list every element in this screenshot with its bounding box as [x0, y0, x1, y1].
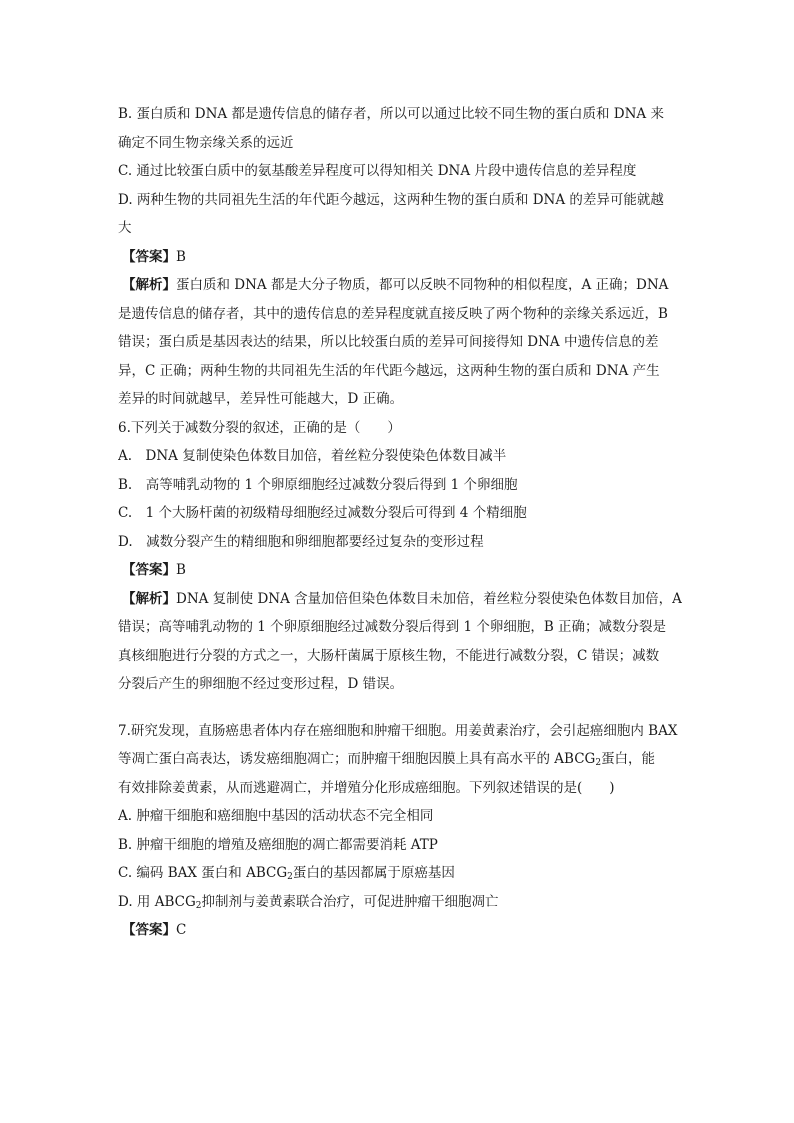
section-gap — [118, 699, 696, 717]
q5-option-d-line2: 大 — [118, 220, 132, 236]
q6-answer-label: 【答案】 — [122, 562, 176, 578]
q7-option-d-sub: 2 — [195, 900, 202, 911]
q7-option-c-sub: 2 — [287, 872, 293, 882]
q5-option-b-line2: 确定不同生物亲缘关系的远近 — [118, 134, 294, 151]
q6-analysis-line2: 错误；高等哺乳动物的 1 个卵原细胞经过减数分裂后得到 1 个卵细胞，B 正确；减数分裂是 — [118, 619, 667, 635]
q5-option-b-line1: B. 蛋白质和 DNA 都是遗传信息的储存者，所以可以通过比较不同生物的蛋白质和 DNA 来 — [118, 106, 664, 122]
q5-answer-label: 【答案】 — [122, 248, 176, 265]
q5-option-d-line1: D. 两种生物的共同祖先生活的年代距今越远，这两种生物的蛋白质和 DNA 的差异可能就越 — [118, 191, 664, 208]
q7-stem-line2-a: 等凋亡蛋白高表达，诱发癌细胞凋亡；而肿瘤干细胞因膜上具有高水平的 ABCG — [118, 751, 596, 767]
q7-option-c-a: C. 编码 BAX 蛋白和 ABCG — [118, 865, 288, 881]
q6-option-c: C. 1 个大肠杆菌的初级精母细胞经过减数分裂后可得到 4 个精细胞 — [118, 505, 527, 521]
q5-analysis-line5: 差异的时间就越早，差异性可能越大，D 正确。 — [118, 391, 404, 407]
q6-analysis-text1: DNA 复制使 DNA 含量加倍但染色体数目未加倍，着丝粒分裂使染色体数目加倍，A — [176, 590, 682, 607]
q7-option-d-b: 抑制剂与姜黄素联合治疗，可促进肿瘤干细胞凋亡 — [201, 893, 499, 910]
q7-answer-label: 【答案】 — [122, 922, 176, 938]
q5-analysis-line4: 异，C 正确；两种生物的共同祖先生活的年代距今越远，这两种生物的蛋白质和 DNA 产生 — [118, 362, 660, 379]
q6-stem: 6.下列关于减数分裂的叙述，正确的是（ ） — [118, 419, 401, 436]
document-page — [118, 100, 696, 945]
q7-option-c-b: 蛋白的基因都属于原癌基因 — [292, 865, 455, 881]
q7-option-d-a: D. 用 ABCG — [118, 893, 196, 910]
q6-option-b: B. 高等哺乳动物的 1 个卵原细胞经过减数分裂后得到 1 个卵细胞 — [118, 476, 518, 493]
q7-stem-line2 — [118, 745, 696, 774]
q5-option-c: C. 通过比较蛋白质中的氨基酸差异程度可以得知相关 DNA 片段中遗传信息的差异程度 — [118, 163, 637, 179]
q7-answer — [122, 916, 696, 945]
q6-answer-value: B — [176, 562, 186, 578]
q6-analysis-line3: 真核细胞进行分裂的方式之一，大肠杆菌属于原核生物，不能进行减数分裂，C 错误；减数 — [118, 647, 660, 664]
q7-stem-line2-b: 蛋白，能 — [601, 751, 656, 767]
q6-option-a: A. DNA 复制使染色体数目加倍，着丝粒分裂使染色体数目减半 — [118, 448, 507, 464]
q7-option-a: A. 肿瘤干细胞和癌细胞中基因的活动状态不完全相同 — [118, 808, 434, 824]
q6-analysis-label: 【解析】 — [122, 590, 176, 607]
q5-analysis-line1 — [122, 271, 696, 300]
q5-analysis-text1: 蛋白质和 DNA 都是大分子物质，都可以反映不同物种的相似程度，A 正确；DNA — [176, 277, 669, 293]
q5-analysis-label: 【解析】 — [122, 277, 176, 293]
q6-analysis-line1 — [122, 585, 696, 614]
q7-stem-line1: 7.研究发现，直肠癌患者体内存在癌细胞和肿瘤干细胞。用姜黄素治疗，会引起癌细胞内 BAX — [118, 722, 678, 739]
q6-analysis-line4: 分裂后产生的卵细胞不经过变形过程，D 错误。 — [118, 676, 404, 692]
q6-answer — [122, 556, 696, 585]
q6-option-d: D. 减数分裂产生的精细胞和卵细胞都要经过复杂的变形过程 — [118, 533, 484, 550]
q5-analysis-line2: 是遗传信息的储存者，其中的遗传信息的差异程度就直接反映了两个物种的亲缘关系远近，B — [118, 305, 668, 322]
q5-analysis-line3: 错误；蛋白质是基因表达的结果，所以比较蛋白质的差异可间接得知 DNA 中遗传信息的差 — [118, 334, 659, 350]
q5-answer-value: B — [176, 248, 186, 265]
q7-option-b: B. 肿瘤干细胞的增殖及癌细胞的凋亡都需要消耗 ATP — [118, 836, 438, 853]
q7-option-c — [118, 859, 696, 888]
q7-option-d — [118, 888, 696, 917]
q5-answer — [122, 243, 696, 272]
q7-answer-value: C — [176, 922, 187, 938]
q7-stem-line2-sub: 2 — [595, 758, 602, 768]
q7-stem-line3: 有效排除姜黄素，从而逃避凋亡，并增殖分化形成癌细胞。下列叙述错误的是( ) — [118, 779, 615, 796]
